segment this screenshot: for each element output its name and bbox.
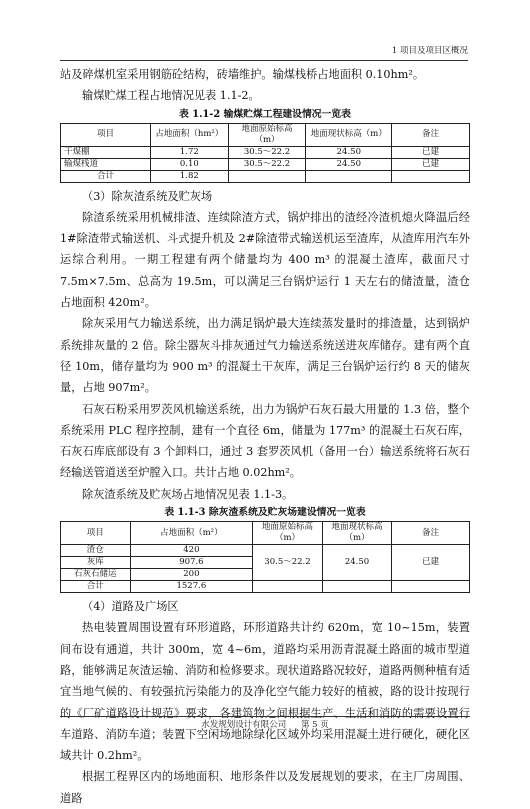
table-cell: 1.82 (150, 170, 228, 182)
section-heading: （3）除灰渣系统及贮灰场 (82, 189, 213, 203)
table-header-cell: 备注 (392, 522, 470, 545)
table-cell (392, 170, 470, 182)
document-body (60, 64, 470, 809)
table-row (61, 158, 470, 170)
table-cell: 24.50 (306, 146, 392, 158)
table-row (61, 545, 470, 557)
page-footer (60, 716, 470, 733)
table-header-cell: 地面原始标高（m） (228, 123, 306, 146)
table-cell: 420 (130, 545, 253, 557)
section-heading: （4）道路及广场区 (82, 600, 179, 614)
table-cell (253, 581, 323, 593)
table-cell: 输煤栈道 (61, 158, 151, 170)
table-header-cell: 备注 (392, 123, 470, 146)
paragraph: 根据工程界区内的场地面积、地形条件以及发展规划的要求，在主厂房周围、道路 (60, 770, 470, 805)
table-header-row (61, 123, 470, 146)
table-cell: 24.50 (322, 545, 392, 581)
table-header-row (61, 522, 470, 545)
table-row (61, 146, 470, 158)
table-cell: 已建 (392, 158, 470, 170)
paragraph: 除渣系统采用机械排渣、连续除渣方式，锅炉排出的渣经冷渣机熄火降温后经 1#除渣带式输送机、斗式提升机及 2#除渣带式输送机运至渣库，从渣库用汽车外运综合利用。一期工程建有两个储量均为 400 m³ 的混凝土渣库，截面尺寸 7.5m×7.5m、总高为 19.5m，可以满足三台锅炉运行 1 天左右的储渣量，渣仓占地面积 420m²。 (60, 210, 470, 310)
table-cell: 合计 (61, 581, 131, 593)
table-cell: 30.5～22.2 (253, 545, 323, 581)
table-cell: 200 (130, 569, 253, 581)
table-cell: 907.6 (130, 557, 253, 569)
table-cell: 30.5～22.2 (228, 146, 306, 158)
footer-company: 水发规划设计有限公司 (201, 720, 287, 730)
table-cell: 灰库 (61, 557, 131, 569)
table-cell: 合计 (61, 170, 151, 182)
table-header-cell: 地面原始标高（m） (253, 522, 323, 545)
table-cell: 1.72 (150, 146, 228, 158)
table-header-cell: 占地面积（hm²） (150, 123, 228, 146)
table-cell (322, 581, 392, 593)
table-header-cell: 地面现状标高（m） (322, 522, 392, 545)
table-cell: 干煤棚 (61, 146, 151, 158)
table-cell: 0.10 (150, 158, 228, 170)
ash-system-table (60, 521, 470, 593)
table-cell: 24.50 (306, 158, 392, 170)
table-cell (306, 170, 392, 182)
table-cell: 1527.6 (130, 581, 253, 593)
page-number: 第 5 页 (300, 720, 329, 730)
table-cell: 已建 (392, 146, 470, 158)
table-header-cell: 占地面积（m²） (130, 522, 253, 545)
table-row (61, 581, 470, 593)
table-row (61, 170, 470, 182)
table-cell (228, 170, 306, 182)
table-caption: 表 1.1-3 除灰渣系统及贮灰场建设情况一览表 (164, 507, 366, 519)
coal-storage-table (60, 123, 470, 183)
paragraph: 除灰采用气力输送系统，出力满足锅炉最大连续蒸发量时的排渣量，达到锅炉系统排灰量的 2 倍。除尘器灰斗排灰通过气力输送系统送进灰库储存。建有两个直径 10m，储存量均为 900 m³ 的混凝土干灰库，满足三台锅炉运行约 8 天的储灰量，占地 907m²。 (60, 317, 470, 395)
table-header-cell: 项目 (61, 123, 151, 146)
table-caption: 表 1.1-2 输煤贮煤工程建设情况一览表 (179, 108, 351, 120)
paragraph: 除灰渣系统及贮灰场占地情况见表 1.1-3。 (82, 487, 294, 501)
paragraph: 站及碎煤机室采用钢筋砼结构，砖墙维护。输煤栈桥占地面积 0.10hm²。 (60, 68, 425, 81)
table-cell: 石灰石储运 (61, 569, 131, 581)
header-section-title: 1 项目及项目区概况 (391, 46, 468, 56)
table-header-cell: 项目 (61, 522, 131, 545)
table-cell: 已建 (392, 545, 470, 581)
paragraph: 输煤贮煤工程占地情况见表 1.1-2。 (82, 89, 260, 103)
table-cell: 渣仓 (61, 545, 131, 557)
paragraph: 热电装置周围设置有环形道路，环形道路共计约 620m，宽 10~15m，装置间布设有通道，共计 300m，宽 4~6m，道路均采用沥青混凝土路面的城市型道路，能够满足灰渣运输、消防和检修要求。现状道路路况较好，道路两侧种植有适宜当地气候的、有较强抗污染能力的及净化空气能力较好的植被，路的设计按现行的《厂矿道路设计规范》要求，各建筑物之间根据生产、生活和消防的需要设置行车道路、消防车道；装置下空闲场地除绿化区域外均采用混凝土进行硬化，硬化区域共计 0.2hm²。 (60, 621, 470, 763)
table-cell (392, 581, 470, 593)
running-header (60, 42, 468, 61)
table-header-cell: 地面现状标高（m） (306, 123, 392, 146)
paragraph: 石灰石粉采用罗茨风机输送系统，出力为锅炉石灰石最大用量的 1.3 倍，整个系统采用 PLC 程序控制，建有一个直径 6m，储量为 177m³ 的混凝土石灰石库，石灰石库底部设有 3 个卸料口，通过 3 套罗茨风机（备用一台）输送系统将石灰石经输送管道送至炉膛入口。共计占地 0.02hm²。 (60, 402, 470, 480)
table-cell: 30.5～22.2 (228, 158, 306, 170)
